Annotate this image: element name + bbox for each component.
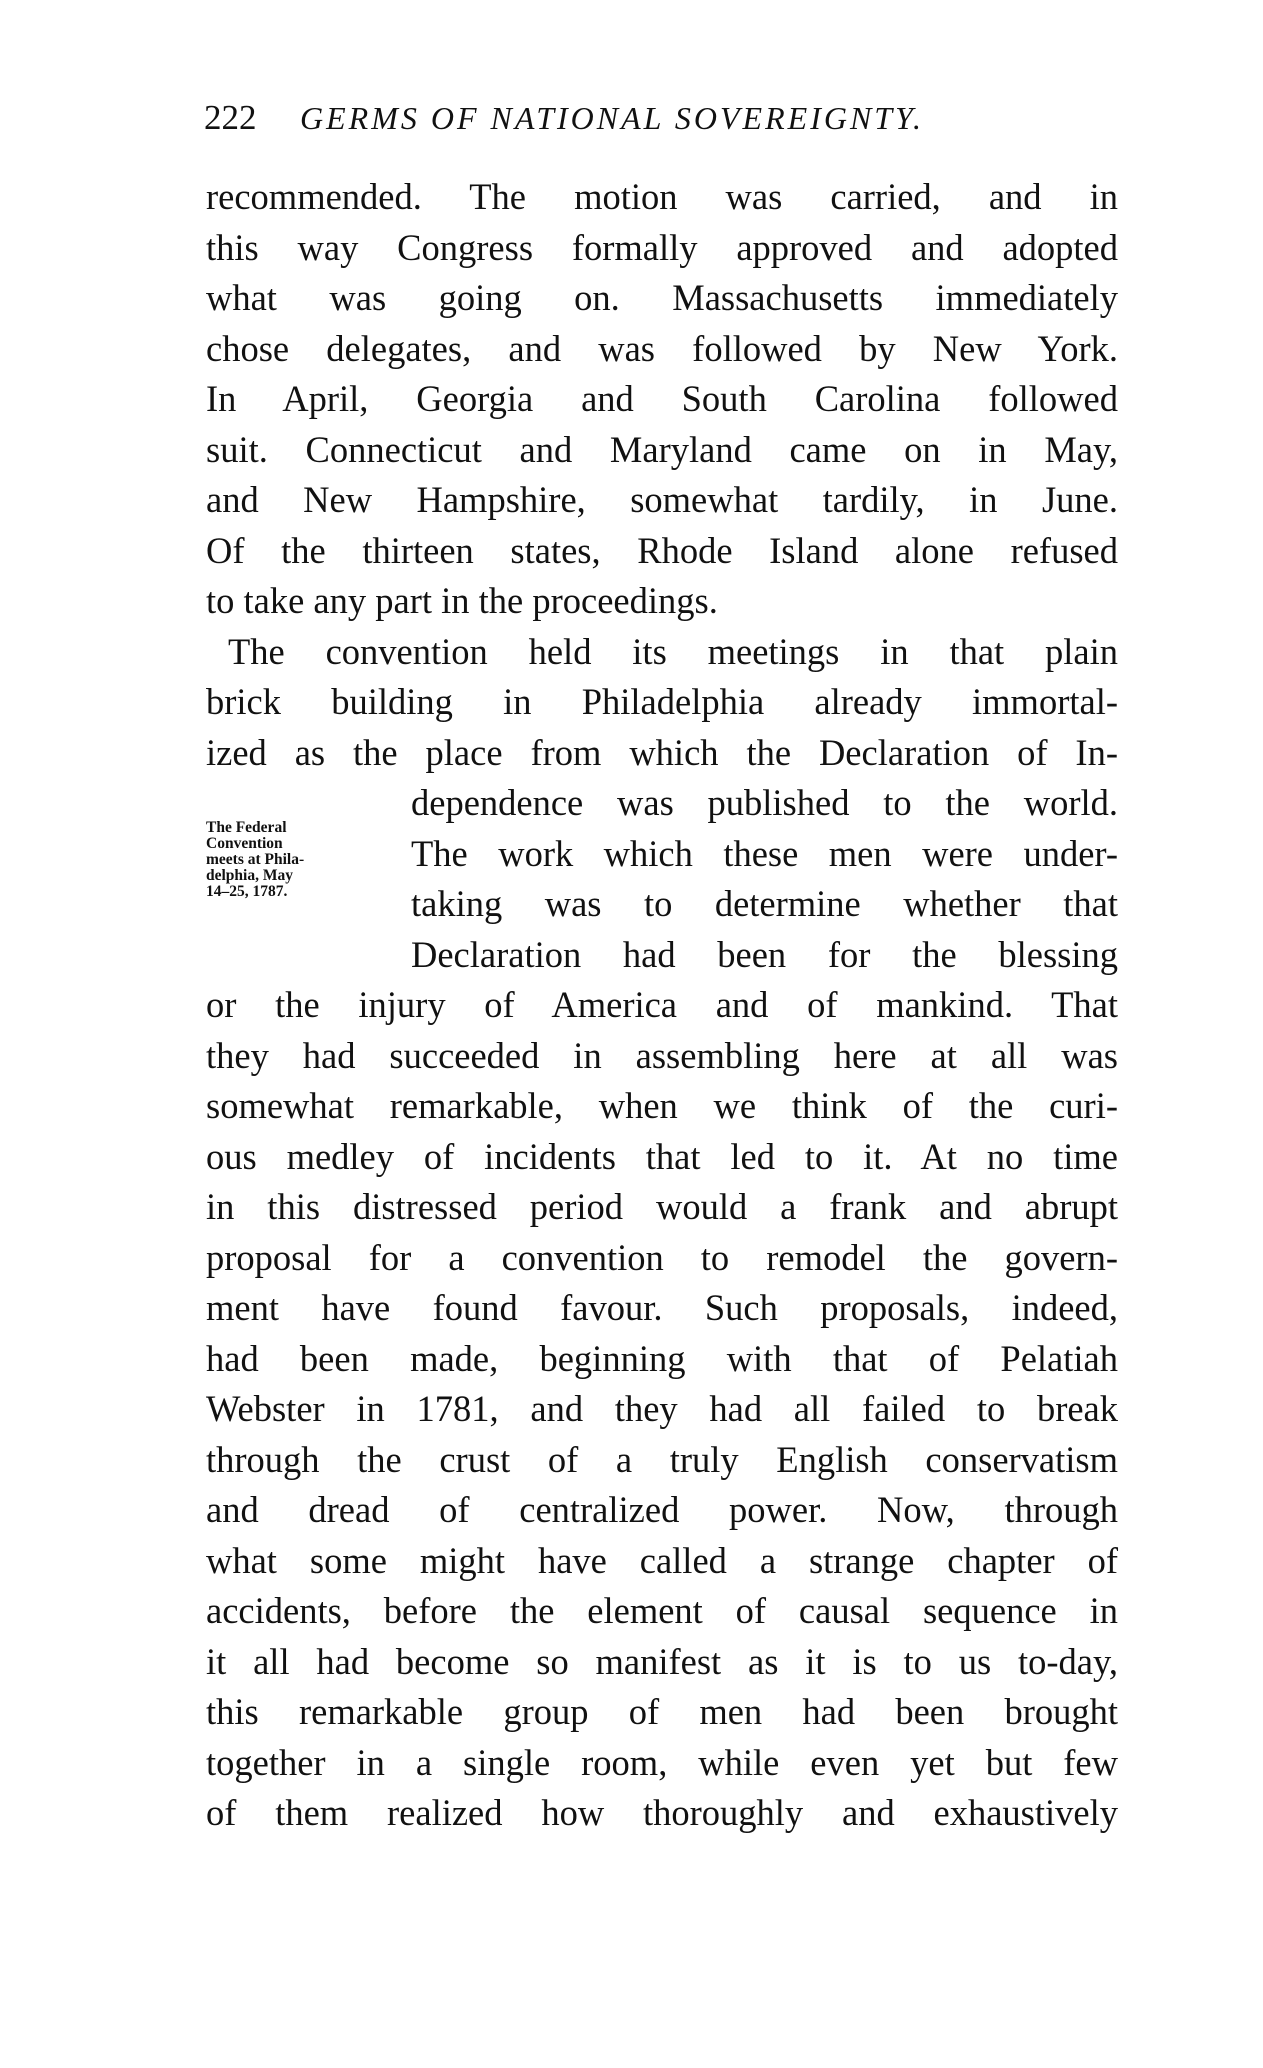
margin-note-line: delphia, May (206, 867, 293, 884)
text-line: brick building in Philadelphia already immortal- (206, 681, 1118, 722)
text-line: Webster in 1781, and they had all failed to break (206, 1388, 1118, 1429)
text-line: it all had become so manifest as it is to us to-day, (206, 1640, 1118, 1682)
text-line: what was going on. Massachusetts immediately (206, 277, 1118, 318)
text-line: to take any part in the proceedings. (206, 580, 718, 621)
text-line: together in a single room, while even yet but few (206, 1741, 1118, 1783)
text-line: through the crust of a truly English conservatism (206, 1438, 1118, 1480)
text-line: taking was to determine whether that (411, 883, 1118, 924)
text-line: Declaration had been for the blessing (411, 933, 1118, 975)
margin-note-line: 14–25, 1787. (206, 883, 288, 900)
running-title: GERMS OF NATIONAL SOVEREIGNTY. (300, 100, 924, 136)
text-line: recommended. The motion was carried, and in (206, 176, 1118, 217)
margin-note-line: The Federal (206, 819, 287, 836)
text-line: this way Congress formally approved and adopted (206, 226, 1118, 268)
text-line: they had succeeded in assembling here at all was (206, 1034, 1118, 1076)
page-number: 222 (204, 98, 257, 137)
text-line: The work which these men were under- (411, 832, 1118, 874)
text-line: somewhat remarkable, when we think of the curi- (206, 1085, 1118, 1126)
text-line: The convention held its meetings in that plain (228, 630, 1118, 672)
text-line: chose delegates, and was followed by New York. (206, 327, 1118, 369)
body-text (206, 172, 1118, 1839)
margin-note-line: meets at Phila- (206, 851, 305, 868)
text-line: dependence was published to the world. (411, 782, 1118, 823)
text-line: ized as the place from which the Declaration of In- (206, 731, 1118, 773)
text-line: in this distressed period would a frank and abrupt (206, 1186, 1118, 1227)
margin-note-line: Convention (206, 835, 283, 852)
text-line: what some might have called a strange chapter of (206, 1539, 1118, 1581)
text-line: and New Hampshire, somewhat tardily, in June. (206, 479, 1118, 520)
text-line: suit. Connecticut and Maryland came on in May, (206, 428, 1118, 470)
text-line: accidents, before the element of causal sequence in (206, 1590, 1118, 1631)
text-line: and dread of centralized power. Now, through (206, 1489, 1118, 1530)
text-line: had been made, beginning with that of Pelatiah (206, 1337, 1118, 1379)
text-line: of them realized how thoroughly and exhaustively (206, 1792, 1118, 1833)
text-line: Of the thirteen states, Rhode Island alone refused (206, 529, 1118, 571)
page-header (204, 98, 1084, 144)
text-line: this remarkable group of men had been brought (206, 1691, 1118, 1732)
text-line: ment have found favour. Such proposals, indeed, (206, 1287, 1118, 1328)
text-line: In April, Georgia and South Carolina followed (206, 378, 1118, 419)
text-line: ous medley of incidents that led to it. At no time (206, 1135, 1118, 1177)
text-line: or the injury of America and of mankind. That (206, 984, 1118, 1025)
text-line: proposal for a convention to remodel the govern- (206, 1236, 1118, 1278)
